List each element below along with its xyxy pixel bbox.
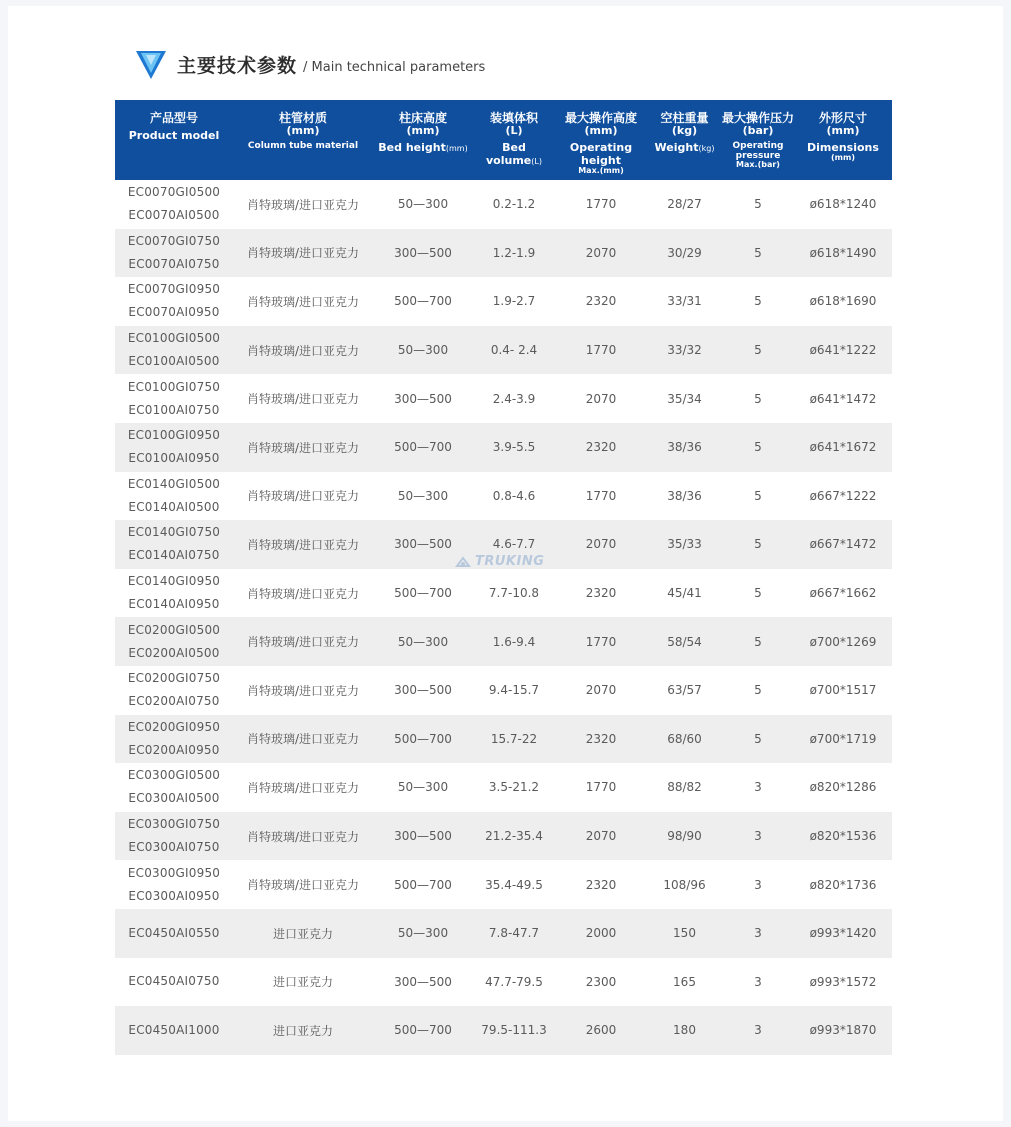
- product-model-cell: [115, 520, 233, 569]
- header-label-en-sub: Max.(bar): [736, 160, 780, 169]
- model-code: EC0300AI0500: [128, 791, 220, 806]
- pressure-cell: 5: [754, 343, 762, 358]
- product-model-cell: [115, 326, 233, 375]
- operating-height-cell: 2320: [585, 586, 617, 601]
- bed-height-cell: 500—700: [394, 877, 452, 892]
- table-row: [115, 423, 892, 472]
- bed-volume-cell: 21.2-35.4: [485, 829, 543, 844]
- header-label-cn: 柱床高度: [398, 111, 447, 125]
- table-row: [115, 860, 892, 909]
- bed-height-cell: 300—500: [394, 391, 452, 406]
- material-cell: 肖特玻璃/进口亚克力: [246, 537, 360, 552]
- pressure-cell: 3: [754, 974, 762, 989]
- section-title: [135, 46, 485, 82]
- header-label-en-text: Column tube material: [247, 141, 359, 151]
- operating-height-cell: 2070: [585, 245, 617, 260]
- parameters-table: [115, 100, 892, 1055]
- table-row: [115, 180, 892, 229]
- product-model-cell: [115, 909, 233, 958]
- header-label-en: [473, 141, 555, 168]
- model-code: EC0300AI0750: [128, 840, 220, 855]
- bed-height-cell: 500—700: [394, 1023, 452, 1038]
- weight-cell: 35/34: [667, 391, 702, 406]
- pressure-cell: 5: [754, 731, 762, 746]
- material-cell: 肖特玻璃/进口亚克力: [246, 343, 360, 358]
- table-row: [115, 763, 892, 812]
- table-row: [115, 472, 892, 521]
- model-code: EC0450AI1000: [128, 1022, 220, 1037]
- dimensions-cell: ø667*1472: [809, 537, 877, 552]
- weight-cell: 30/29: [667, 245, 702, 260]
- header-label-en-unit: (kg): [698, 144, 715, 153]
- material-cell: 肖特玻璃/进口亚克力: [246, 392, 360, 407]
- model-code: EC0100AI0750: [128, 402, 220, 417]
- bed-volume-cell: 15.7-22: [490, 731, 538, 746]
- bed-volume-cell: 0.4- 2.4: [490, 343, 538, 358]
- material-cell: 肖特玻璃/进口亚克力: [246, 489, 360, 504]
- model-code: EC0450AI0550: [128, 925, 220, 940]
- header-label-en-text: Operating height: [569, 141, 633, 167]
- pressure-cell: 3: [754, 829, 762, 844]
- dimensions-cell: ø641*1672: [809, 440, 877, 455]
- operating-height-cell: 2320: [585, 294, 617, 309]
- bed-volume-cell: 35.4-49.5: [485, 877, 543, 892]
- dimensions-cell: ø993*1870: [809, 1023, 877, 1038]
- header-label-en: [722, 141, 794, 161]
- column-header: [373, 100, 473, 180]
- weight-cell: 28/27: [667, 197, 702, 212]
- pressure-cell: 5: [754, 440, 762, 455]
- product-model-cell: [115, 617, 233, 666]
- bed-height-cell: 300—500: [394, 245, 452, 260]
- truking-logo-icon: [455, 556, 471, 568]
- column-header: [233, 100, 373, 180]
- pressure-cell: 3: [754, 877, 762, 892]
- column-header: [115, 100, 233, 180]
- weight-cell: 165: [673, 974, 696, 989]
- operating-height-cell: 1770: [585, 488, 617, 503]
- product-model-cell: [115, 1006, 233, 1055]
- operating-height-cell: 2320: [585, 877, 617, 892]
- column-header: [647, 100, 722, 180]
- bed-volume-cell: 0.2-1.2: [492, 197, 536, 212]
- pressure-cell: 5: [754, 634, 762, 649]
- bed-height-cell: 300—500: [394, 683, 452, 698]
- header-unit: (mm): [584, 124, 618, 137]
- weight-cell: 33/31: [667, 294, 702, 309]
- model-code: EC0070AI0750: [128, 256, 220, 271]
- table-row: [115, 1006, 892, 1055]
- material-cell: 肖特玻璃/进口亚克力: [246, 440, 360, 455]
- header-label-en: [373, 141, 473, 155]
- title-english: / Main technical parameters: [303, 59, 486, 75]
- material-cell: 肖特玻璃/进口亚克力: [246, 780, 360, 795]
- header-label-en-sub: Max.(mm): [578, 166, 624, 175]
- bed-height-cell: 50—300: [397, 634, 449, 649]
- model-code: EC0140AI0500: [128, 499, 220, 514]
- triangle-logo-icon: [135, 47, 167, 81]
- header-label-en: [555, 141, 647, 167]
- table-row: [115, 326, 892, 375]
- header-label-en-text: Operating pressure: [732, 141, 784, 161]
- dimensions-cell: ø700*1517: [809, 683, 877, 698]
- header-unit: (mm): [286, 124, 320, 137]
- table-row: [115, 374, 892, 423]
- product-model-cell: [115, 229, 233, 278]
- material-cell: 肖特玻璃/进口亚克力: [246, 197, 360, 212]
- weight-cell: 108/96: [663, 877, 706, 892]
- bed-height-cell: 50—300: [397, 197, 449, 212]
- bed-height-cell: 50—300: [397, 926, 449, 941]
- weight-cell: 88/82: [667, 780, 702, 795]
- model-code: EC0070AI0950: [128, 305, 220, 320]
- material-cell: 肖特玻璃/进口亚克力: [246, 246, 360, 261]
- header-label-en-text: Dimensions: [807, 141, 879, 154]
- material-cell: 肖特玻璃/进口亚克力: [246, 829, 360, 844]
- model-code: EC0300GI0500: [127, 768, 221, 783]
- dimensions-cell: ø618*1490: [809, 245, 877, 260]
- bed-volume-cell: 9.4-15.7: [488, 683, 540, 698]
- table-header-row: [115, 100, 892, 180]
- dimensions-cell: ø667*1222: [809, 488, 877, 503]
- operating-height-cell: 2320: [585, 731, 617, 746]
- model-code: EC0140GI0500: [127, 476, 221, 491]
- bed-volume-cell: 1.6-9.4: [492, 634, 536, 649]
- bed-volume-cell: 47.7-79.5: [485, 974, 543, 989]
- bed-volume-cell: 4.6-7.7: [492, 537, 536, 552]
- operating-height-cell: 2070: [585, 829, 617, 844]
- model-code: EC0100AI0500: [128, 354, 220, 369]
- pressure-cell: 5: [754, 683, 762, 698]
- header-unit: (L): [505, 124, 523, 137]
- product-model-cell: [115, 472, 233, 521]
- product-model-cell: [115, 423, 233, 472]
- header-label-cn: 产品型号: [149, 111, 198, 125]
- column-header: [555, 100, 647, 180]
- weight-cell: 58/54: [667, 634, 702, 649]
- dimensions-cell: ø820*1286: [809, 780, 877, 795]
- header-label-cn: 装填体积: [489, 111, 538, 125]
- weight-cell: 150: [673, 926, 696, 941]
- bed-height-cell: 300—500: [394, 537, 452, 552]
- pressure-cell: 3: [754, 780, 762, 795]
- material-cell: 进口亚克力: [272, 975, 333, 990]
- bed-height-cell: 50—300: [397, 780, 449, 795]
- product-model-cell: [115, 180, 233, 229]
- table-row: [115, 617, 892, 666]
- bed-volume-cell: 79.5-111.3: [481, 1023, 547, 1038]
- bed-height-cell: 500—700: [394, 586, 452, 601]
- model-code: EC0200AI0500: [128, 645, 220, 660]
- model-code: EC0300GI0750: [127, 817, 221, 832]
- pressure-cell: 3: [754, 926, 762, 941]
- header-label-en-text: Bed volume: [486, 141, 532, 167]
- bed-volume-cell: 7.8-47.7: [488, 926, 540, 941]
- dimensions-cell: ø993*1572: [809, 974, 877, 989]
- bed-volume-cell: 3.9-5.5: [492, 440, 536, 455]
- bed-volume-cell: 2.4-3.9: [492, 391, 536, 406]
- model-code: EC0100GI0500: [127, 331, 221, 346]
- material-cell: 肖特玻璃/进口亚克力: [246, 586, 360, 601]
- weight-cell: 45/41: [667, 586, 702, 601]
- product-model-cell: [115, 715, 233, 764]
- model-code: EC0070GI0500: [127, 185, 221, 200]
- bed-height-cell: 300—500: [394, 829, 452, 844]
- bed-height-cell: 500—700: [394, 294, 452, 309]
- header-label-en-sub: (mm): [831, 153, 855, 162]
- dimensions-cell: ø820*1536: [809, 829, 877, 844]
- dimensions-cell: ø700*1719: [809, 731, 877, 746]
- product-model-cell: [115, 569, 233, 618]
- product-model-cell: [115, 666, 233, 715]
- table-row: [115, 277, 892, 326]
- operating-height-cell: 2320: [585, 440, 617, 455]
- operating-height-cell: 1770: [585, 634, 617, 649]
- title-chinese: 主要技术参数: [177, 54, 298, 77]
- pressure-cell: 3: [754, 1023, 762, 1038]
- bed-height-cell: 500—700: [394, 731, 452, 746]
- model-code: EC0100GI0750: [127, 379, 221, 394]
- header-label-cn: 柱管材质: [278, 111, 327, 125]
- model-code: EC0200AI0950: [128, 742, 220, 757]
- table-row: [115, 812, 892, 861]
- model-code: EC0200GI0500: [127, 622, 221, 637]
- model-code: EC0100AI0950: [128, 451, 220, 466]
- product-model-cell: [115, 374, 233, 423]
- model-code: EC0200GI0950: [127, 719, 221, 734]
- header-label-en-text: Bed height: [378, 141, 446, 154]
- product-model-cell: [115, 812, 233, 861]
- pressure-cell: 5: [754, 197, 762, 212]
- operating-height-cell: 2070: [585, 391, 617, 406]
- header-label-en: [115, 129, 233, 142]
- product-model-cell: [115, 958, 233, 1007]
- dimensions-cell: ø618*1240: [809, 197, 877, 212]
- weight-cell: 68/60: [667, 731, 702, 746]
- header-label-en-unit: (L): [531, 157, 542, 166]
- pressure-cell: 5: [754, 537, 762, 552]
- bed-height-cell: 50—300: [397, 343, 449, 358]
- pressure-cell: 5: [754, 391, 762, 406]
- material-cell: 肖特玻璃/进口亚克力: [246, 683, 360, 698]
- dimensions-cell: ø641*1222: [809, 343, 877, 358]
- material-cell: 进口亚克力: [272, 1023, 333, 1038]
- model-code: EC0070GI0950: [127, 282, 221, 297]
- product-model-cell: [115, 277, 233, 326]
- operating-height-cell: 2070: [585, 683, 617, 698]
- pressure-cell: 5: [754, 488, 762, 503]
- header-label-cn: 外形尺寸: [818, 111, 867, 125]
- column-header: [794, 100, 892, 180]
- model-code: EC0200GI0750: [127, 671, 221, 686]
- operating-height-cell: 1770: [585, 343, 617, 358]
- operating-height-cell: 2600: [585, 1023, 617, 1038]
- bed-volume-cell: 1.2-1.9: [492, 245, 536, 260]
- weight-cell: 33/32: [667, 343, 702, 358]
- operating-height-cell: 2000: [585, 926, 617, 941]
- table-row: [115, 715, 892, 764]
- material-cell: 肖特玻璃/进口亚克力: [246, 635, 360, 650]
- model-code: EC0200AI0750: [128, 694, 220, 709]
- model-code: EC0100GI0950: [127, 428, 221, 443]
- bed-volume-cell: 0.8-4.6: [492, 488, 536, 503]
- pressure-cell: 5: [754, 245, 762, 260]
- model-code: EC0300AI0950: [128, 888, 220, 903]
- table-row: [115, 569, 892, 618]
- header-label-en-unit: (mm): [445, 144, 468, 153]
- dimensions-cell: ø820*1736: [809, 877, 877, 892]
- pressure-cell: 5: [754, 294, 762, 309]
- header-label-en: [233, 141, 373, 151]
- header-label-en-text: Weight: [654, 141, 699, 154]
- header-label-cn: 最大操作压力: [722, 111, 794, 125]
- material-cell: 进口亚克力: [272, 926, 333, 941]
- material-cell: 肖特玻璃/进口亚克力: [246, 294, 360, 309]
- dimensions-cell: ø667*1662: [809, 586, 877, 601]
- header-unit: (mm): [826, 124, 860, 137]
- model-code: EC0300GI0950: [127, 865, 221, 880]
- weight-cell: 98/90: [667, 829, 702, 844]
- brand-watermark: [455, 554, 544, 569]
- weight-cell: 180: [673, 1023, 696, 1038]
- bed-volume-cell: 3.5-21.2: [488, 780, 540, 795]
- dimensions-cell: ø993*1420: [809, 926, 877, 941]
- bed-height-cell: 500—700: [394, 440, 452, 455]
- pressure-cell: 5: [754, 586, 762, 601]
- header-unit: (mm): [406, 124, 440, 137]
- dimensions-cell: ø641*1472: [809, 391, 877, 406]
- operating-height-cell: 1770: [585, 780, 617, 795]
- table-row: [115, 666, 892, 715]
- table-body: [115, 180, 892, 1055]
- product-model-cell: [115, 860, 233, 909]
- model-code: EC0140AI0750: [128, 548, 220, 563]
- operating-height-cell: 2300: [585, 974, 617, 989]
- bed-volume-cell: 1.9-2.7: [492, 294, 536, 309]
- dimensions-cell: ø618*1690: [809, 294, 877, 309]
- header-unit: (bar): [742, 124, 774, 137]
- model-code: EC0450AI0750: [128, 974, 220, 989]
- dimensions-cell: ø700*1269: [809, 634, 877, 649]
- table-row: [115, 909, 892, 958]
- model-code: EC0070AI0500: [128, 208, 220, 223]
- table-row: [115, 958, 892, 1007]
- bed-height-cell: 300—500: [394, 974, 452, 989]
- header-label-cn: 空柱重量: [660, 111, 709, 125]
- weight-cell: 63/57: [667, 683, 702, 698]
- material-cell: 肖特玻璃/进口亚克力: [246, 878, 360, 893]
- model-code: EC0140AI0950: [128, 597, 220, 612]
- column-header: [722, 100, 794, 180]
- weight-cell: 38/36: [667, 488, 702, 503]
- model-code: EC0140GI0950: [127, 574, 221, 589]
- weight-cell: 35/33: [667, 537, 702, 552]
- header-label-en: [647, 141, 722, 155]
- bed-height-cell: 50—300: [397, 488, 449, 503]
- bed-volume-cell: 7.7-10.8: [488, 586, 540, 601]
- watermark-text: TRUKING: [475, 554, 545, 569]
- operating-height-cell: 1770: [585, 197, 617, 212]
- model-code: EC0070GI0750: [127, 233, 221, 248]
- operating-height-cell: 2070: [585, 537, 617, 552]
- material-cell: 肖特玻璃/进口亚克力: [246, 732, 360, 747]
- header-label-en-text: Product model: [128, 129, 220, 142]
- table-row: [115, 229, 892, 278]
- weight-cell: 38/36: [667, 440, 702, 455]
- header-unit: (kg): [671, 124, 698, 137]
- product-model-cell: [115, 763, 233, 812]
- header-label-cn: 最大操作高度: [564, 111, 637, 125]
- model-code: EC0140GI0750: [127, 525, 221, 540]
- column-header: [473, 100, 555, 180]
